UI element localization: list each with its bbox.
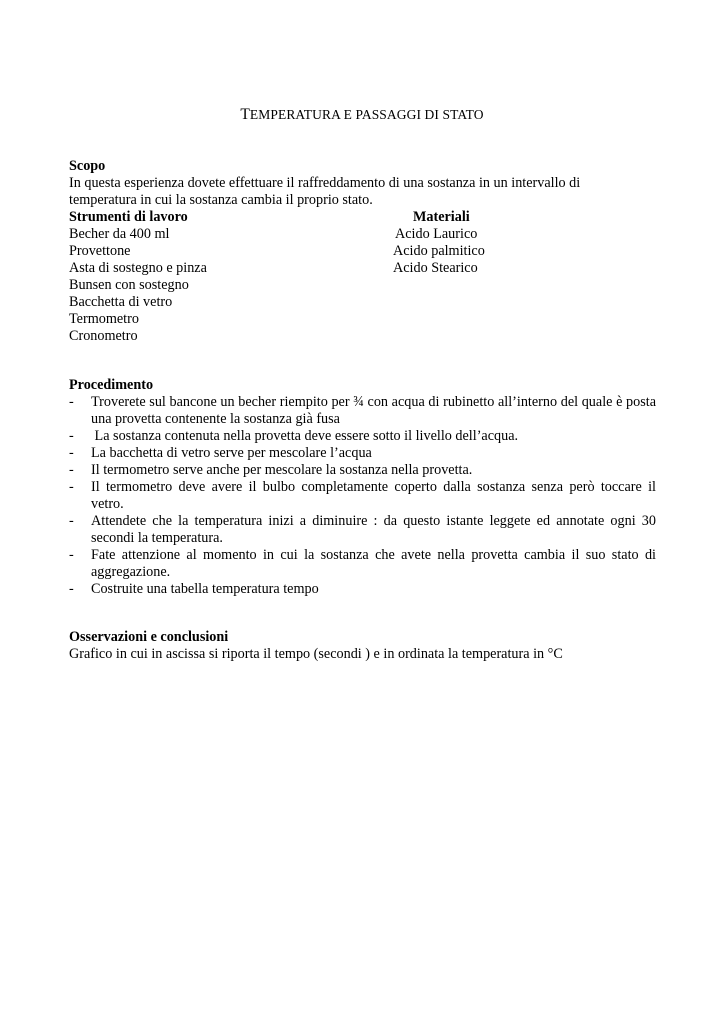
title-first-letter: T — [240, 106, 250, 123]
step-text: La bacchetta di vetro serve per mescolare l’acqua — [91, 445, 372, 461]
scopo-text-line2: temperatura in cui la sostanza cambia il proprio stato. — [69, 192, 373, 208]
list-item — [69, 445, 656, 462]
strumenti-item: Bacchetta di vetro — [69, 294, 173, 310]
strumenti-section — [69, 209, 659, 345]
procedimento-heading: Procedimento — [69, 377, 154, 393]
strumenti-heading: Strumenti di lavoro — [69, 209, 188, 225]
scopo-heading: Scopo — [69, 158, 106, 174]
strumenti-item: Termometro — [69, 311, 139, 327]
title-rest: EMPERATURA E PASSAGGI DI STATO — [249, 107, 484, 122]
list-dash: - — [69, 445, 74, 461]
scopo-section — [69, 158, 659, 209]
list-item — [69, 479, 656, 513]
scopo-text-line1: In questa esperienza dovete effettuare il raffreddamento di una sostanza in un intervallo di — [69, 175, 581, 191]
procedimento-section — [69, 377, 656, 598]
step-text: Il termometro serve anche per mescolare la sostanza nella provetta. — [91, 462, 473, 478]
step-text: Costruite una tabella temperatura tempo — [91, 581, 319, 597]
list-dash: - — [69, 479, 74, 495]
list-dash: - — [69, 394, 74, 410]
list-dash: - — [69, 462, 74, 478]
materiali-item: Acido palmitico — [393, 243, 485, 259]
list-item — [69, 581, 656, 598]
procedimento-list — [69, 394, 656, 598]
strumenti-item: Cronometro — [69, 328, 138, 344]
strumenti-item: Asta di sostegno e pinza — [69, 260, 207, 276]
list-item — [69, 394, 656, 428]
page-title — [0, 106, 724, 123]
step-text: Attendete che la temperatura inizi a diminuire : da questo istante leggete ed annotate ogni 30 secondi la temperatura. — [91, 513, 656, 546]
strumenti-item: Provettone — [69, 243, 131, 259]
materiali-heading: Materiali — [413, 209, 470, 225]
list-item — [69, 547, 656, 581]
step-text: Troverete sul bancone un becher riempito per ¾ con acqua di rubinetto all’interno del quale è posta una provetta contenente la sostanza già fusa — [91, 394, 656, 427]
step-text: La sostanza contenuta nella provetta deve essere sotto il livello dell’acqua. — [91, 428, 519, 444]
list-dash: - — [69, 513, 74, 529]
list-dash: - — [69, 428, 74, 444]
materiali-item: Acido Laurico — [395, 226, 478, 242]
step-text: Fate attenzione al momento in cui la sostanza che avete nella provetta cambia il suo stato di aggregazione. — [91, 547, 656, 580]
osservazioni-heading: Osservazioni e conclusioni — [69, 629, 229, 645]
list-dash: - — [69, 581, 74, 597]
step-text: Il termometro deve avere il bulbo completamente coperto dalla sostanza senza però toccare il vetro. — [91, 479, 656, 512]
materiali-item: Acido Stearico — [393, 260, 478, 276]
list-item — [69, 513, 656, 547]
strumenti-item: Becher da 400 ml — [69, 226, 170, 242]
list-dash: - — [69, 547, 74, 563]
list-item — [69, 428, 656, 445]
strumenti-item: Bunsen con sostegno — [69, 277, 189, 293]
osservazioni-text: Grafico in cui in ascissa si riporta il tempo (secondi ) e in ordinata la temperatura in °C — [69, 646, 563, 662]
list-item — [69, 462, 656, 479]
osservazioni-section — [69, 629, 659, 663]
